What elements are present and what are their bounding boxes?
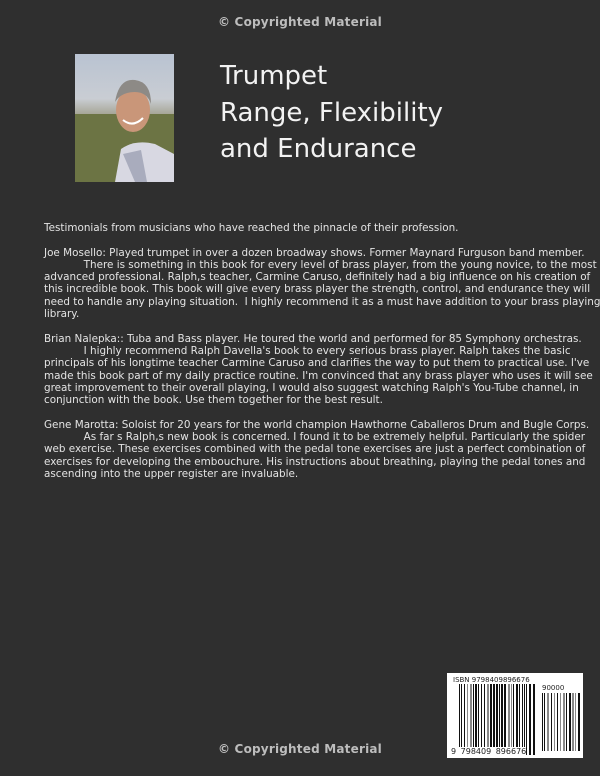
text-line: Gene Marotta: Soloist for 20 years for the world champion Hawthorne Caballeros Drum and Bugle Corps. — [44, 418, 590, 431]
barcode-addon: 90000 — [542, 684, 565, 692]
text-line: need to handle any playing situation. I highly recommend it as a must have addition to your brass playing — [44, 295, 600, 308]
back-cover-text — [44, 222, 600, 493]
copyright-watermark-top: © Copyrighted Material — [217, 15, 382, 29]
title-line: Range, Flexibility — [220, 97, 444, 128]
testimonial — [44, 418, 590, 480]
text-line: great improvement to their overall playing, I would also suggest watching Ralph's You-Tube channel, in — [44, 381, 579, 394]
text-line: this incredible book. This book will give every brass player the strength, control, and endurance they will — [44, 283, 591, 296]
title-line: Trumpet — [220, 61, 328, 91]
text-line: Joe Mosello: Played trumpet in over a dozen broadway shows. Former Maynard Furguson band member. — [44, 246, 585, 259]
barcode-digits: 9 798409 896676 — [451, 747, 527, 756]
text-line: principals of his longtime teacher Carmine Caruso and clarifies the way to put them to practical use. I've — [44, 357, 590, 370]
text-line: There is something in this book for every level of brass player, from the young novice, to the most — [44, 258, 597, 271]
testimonial — [44, 332, 593, 407]
text-line: conjunction with the book. Use them together for the best result. — [44, 394, 383, 407]
author-photo — [75, 54, 174, 182]
book-title — [220, 58, 443, 168]
title-line: and Endurance — [220, 134, 417, 164]
text-line: library. — [44, 308, 80, 321]
intro: Testimonials from musicians who have reached the pinnacle of their profession. — [44, 222, 459, 234]
copyright-watermark-bottom: © Copyrighted Material — [217, 742, 382, 756]
text-line: I highly recommend Ralph Davella's book to every serious brass player. Ralph takes the basic — [44, 344, 571, 357]
text-line: exercises for developing the embouchure. His instructions about breathing, playing the pedal tones and — [44, 455, 586, 468]
isbn-label: ISBN 9798409896676 — [453, 676, 530, 684]
text-line: advanced professional. Ralph,s teacher, Carmine Caruso, definitely had a big influence on his creation of — [44, 271, 591, 284]
text-line: web exercise. These exercises combined with the pedal tone exercises are just a perfect combination of — [44, 443, 586, 456]
text-line: ascending into the upper register are invaluable. — [44, 467, 299, 480]
text-line: Brian Nalepka:: Tuba and Bass player. He toured the world and performed for 85 Symphony orchestras. — [44, 332, 582, 345]
testimonial — [44, 246, 600, 321]
text-line: As far s Ralph,s new book is concerned. I found it to be extremely helpful. Particularly the spider — [44, 431, 585, 444]
text-line: made this book part of my daily practice routine. I'm convinced that any brass player who uses it will see — [44, 369, 593, 382]
